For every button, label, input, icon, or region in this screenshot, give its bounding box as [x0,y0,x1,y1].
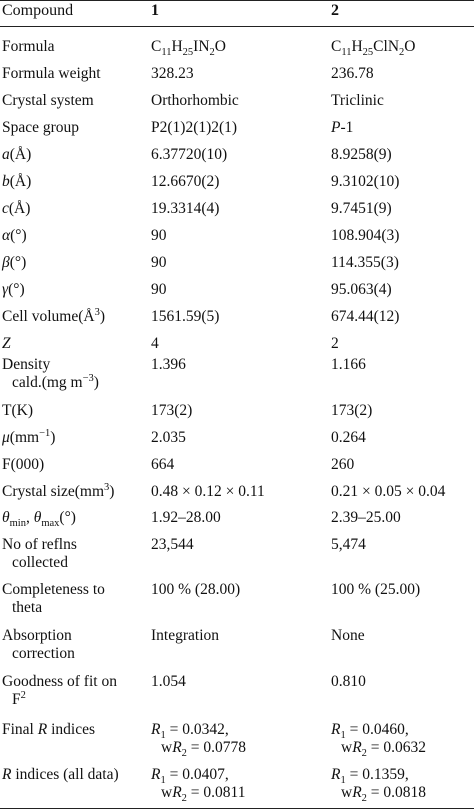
cell-value: 0.48 × 0.12 × 0.11 [151,483,265,500]
cell-value: 9.7451(9) [331,200,392,217]
cell-value: 2 [331,335,339,352]
cell-value: 328.23 [151,65,194,82]
cell-value: 108.904(3) [331,227,400,244]
top-rule [0,0,474,1]
cell-value: 12.6670(2) [151,173,220,190]
cell-value: 100 % (25.00) [331,581,421,598]
row-label: Completeness to theta [2,581,105,616]
cell-value: 260 [331,456,355,473]
cell-value: 5,474 [331,536,366,553]
formula-compound-1: $C_{11}H_{25}IN_2O$ [151,38,226,59]
cell-value: 1.92–28.00 [151,509,221,526]
final-r-compound-2: $R_1 = 0.0460$, $wR_2 = 0.0632$ [331,721,427,760]
row-label: c(Å) [2,200,31,217]
cell-value: None [331,627,365,644]
cell-value: 4 [151,335,159,352]
row-label: α(°) [2,227,27,244]
cell-value: 90 [151,254,167,271]
cell-value: Integration [151,627,220,644]
cell-value: 664 [151,456,175,473]
header-compound: Compound [2,2,74,19]
row-label: Formula [2,38,55,55]
final-r-compound-1: $R_1 = 0.0342$, $wR_2 = 0.0778$ [151,721,247,760]
cell-value: Orthorhombic [151,92,239,109]
cell-value: 1.054 [151,673,186,690]
row-label: Z [2,335,11,352]
cell-value: 173(2) [331,402,373,419]
cell-value: 173(2) [151,402,193,419]
cell-value: P2(1)2(1)2(1) [151,119,238,136]
row-label: a(Å) [2,146,32,163]
row-label: Goodness of fit on $F^2$ [2,673,117,708]
cell-value: 0.810 [331,673,366,690]
row-label: Final R indices [2,721,95,738]
header-rule [0,26,474,27]
row-label: Cell $volume(Å^3)$ [2,306,105,325]
row-label: Formula weight [2,65,101,82]
cell-value: 90 [151,227,167,244]
cell-value: 9.3102(10) [331,173,400,190]
row-label: $\mu(mm^{-1})$ [2,427,56,446]
space-group-compound-2: P-1 [331,119,354,136]
cell-value: 95.063(4) [331,281,392,298]
header-compound-1: 1 [151,2,159,19]
row-label: F(000) [2,456,45,473]
row-label: T(K) [2,402,33,419]
cell-value: 1.396 [151,356,186,373]
cell-value: 6.37720(10) [151,146,228,163]
cell-value: 19.3314(4) [151,200,220,217]
all-r-compound-2: $R_1 = 0.1359$, $wR_2 = 0.0818$ [331,766,427,805]
cell-value: 0.21 × 0.05 × 0.04 [331,483,446,500]
all-r-compound-1: $R_1 = 0.0407$, $wR_2 = 0.0811$ [151,766,246,805]
bottom-rule [0,808,474,809]
row-label: $\theta_{min}$, $\theta_{max}(^\circ)$ [2,509,76,530]
row-label: No of reflns collected [2,536,77,571]
row-label: b(Å) [2,173,32,190]
cell-value: 236.78 [331,65,374,82]
cell-value: 674.44(12) [331,308,400,325]
row-label: Crystal $size(mm^3)$ [2,481,115,500]
row-label: Space group [2,119,80,136]
header-compound-2: 2 [331,2,339,19]
row-label: Density cald.(mg $m^{-3}$) [2,356,99,391]
cell-value: 2.035 [151,429,186,446]
row-label: β(°) [2,254,27,271]
cell-value: 90 [151,281,167,298]
cell-value: 100 % (28.00) [151,581,241,598]
cell-value: 1.166 [331,356,366,373]
cell-value: 0.264 [331,429,366,446]
cell-value: 1561.59(5) [151,308,220,325]
cell-value: Triclinic [331,92,384,109]
row-label: Crystal system [2,92,94,109]
cell-value: 23,544 [151,536,194,553]
cell-value: 8.9258(9) [331,146,392,163]
cell-value: 2.39–25.00 [331,509,401,526]
formula-compound-2: $C_{11}H_{25}ClN_2O$ [331,38,416,59]
row-label: Absorption correction [2,627,75,662]
cell-value: 114.355(3) [331,254,399,271]
row-label: R indices (all data) [2,766,119,783]
row-label: γ(°) [2,281,25,298]
